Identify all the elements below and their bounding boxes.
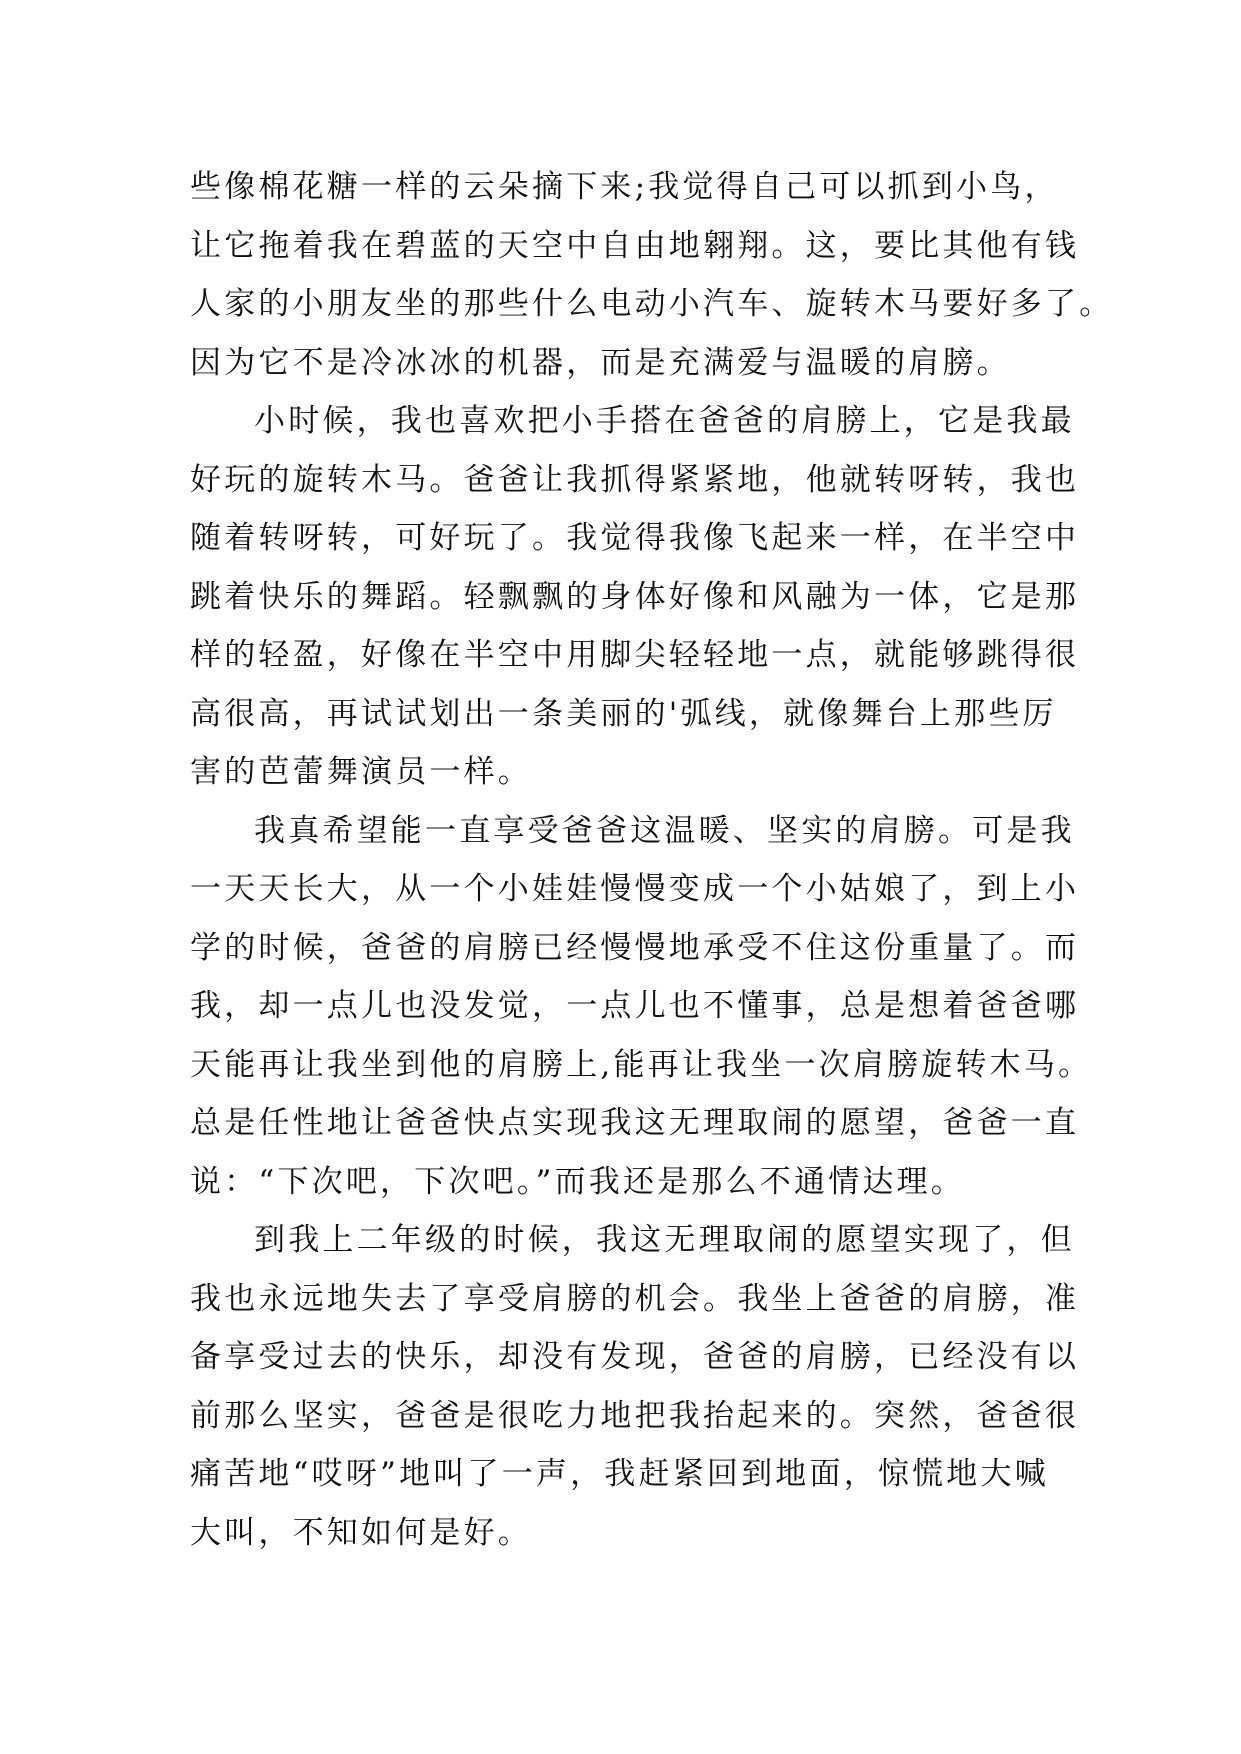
text-line: 前那么坚实，爸爸是很吃力地把我抬起来的。突然，爸爸很 [190,1397,1080,1434]
text-line: 我，却一点儿也没发觉，一点儿也不懂事，总是想着爸爸哪 [190,988,1080,1024]
text-line: 天能再让我坐到他的肩膀上,能再让我坐一次肩膀旋转木马。 [190,1046,1093,1083]
text-line: 跳着快乐的舞蹈。轻飘飘的身体好像和风融为一体，它是那 [190,578,1080,615]
text-line: 因为它不是冷冰冰的机器，而是充满爱与温暖的肩膀。 [190,344,1011,381]
paragraph-first-line: 到我上二年级的时候，我这无理取闹的愿望实现了，但 [254,1222,1075,1258]
text-line: 一天天长大，从一个小娃娃慢慢变成一个小姑娘了，到上小 [190,871,1080,907]
text-line: 随着转呀转，可好玩了。我觉得我像飞起来一样，在半空中 [190,520,1080,556]
text-line: 高很高，再试试划出一条美丽的'弧线，就像舞台上那些厉 [190,695,1057,732]
text-line: 好玩的旋转木马。爸爸让我抓得紧紧地，他就转呀转，我也 [190,461,1080,498]
text-line: 样的轻盈，好像在半空中用脚尖轻轻地一点，就能够跳得很 [190,637,1080,673]
text-line: 备享受过去的快乐，却没有发现，爸爸的肩膀，已经没有以 [190,1339,1080,1375]
text-line: 痛苦地“哎呀”地叫了一声，我赶紧回到地面，惊慌地大喊 [190,1456,1049,1492]
text-line: 学的时候，爸爸的肩膀已经慢慢地承受不住这份重量了。而 [190,929,1080,966]
text-line: 害的芭蕾舞演员一样。 [190,754,532,790]
text-line: 让它拖着我在碧蓝的天空中自由地翱翔。这，要比其他有钱 [190,227,1080,264]
text-line: 些像棉花糖一样的云朵摘下来;我觉得自己可以抓到小鸟， [190,169,1059,205]
text-line: 我也永远地失去了享受肩膀的机会。我坐上爸爸的肩膀，准 [190,1280,1080,1317]
text-line: 大叫，不知如何是好。 [190,1514,532,1551]
text-line: 人家的小朋友坐的那些什么电动小汽车、旋转木马要好多了。 [190,286,1114,322]
paragraph-first-line: 我真希望能一直享受爸爸这温暖、坚实的肩膀。可是我 [254,812,1075,849]
paragraph-first-line: 小时候，我也喜欢把小手搭在爸爸的肩膀上，它是我最 [254,403,1075,439]
body-text [190,158,1114,1562]
text-line: 总是任性地让爸爸快点实现我这无理取闹的愿望，爸爸一直 [190,1105,1080,1141]
text-line: 说：“下次吧，下次吧。”而我还是那么不通情达理。 [190,1163,965,1200]
